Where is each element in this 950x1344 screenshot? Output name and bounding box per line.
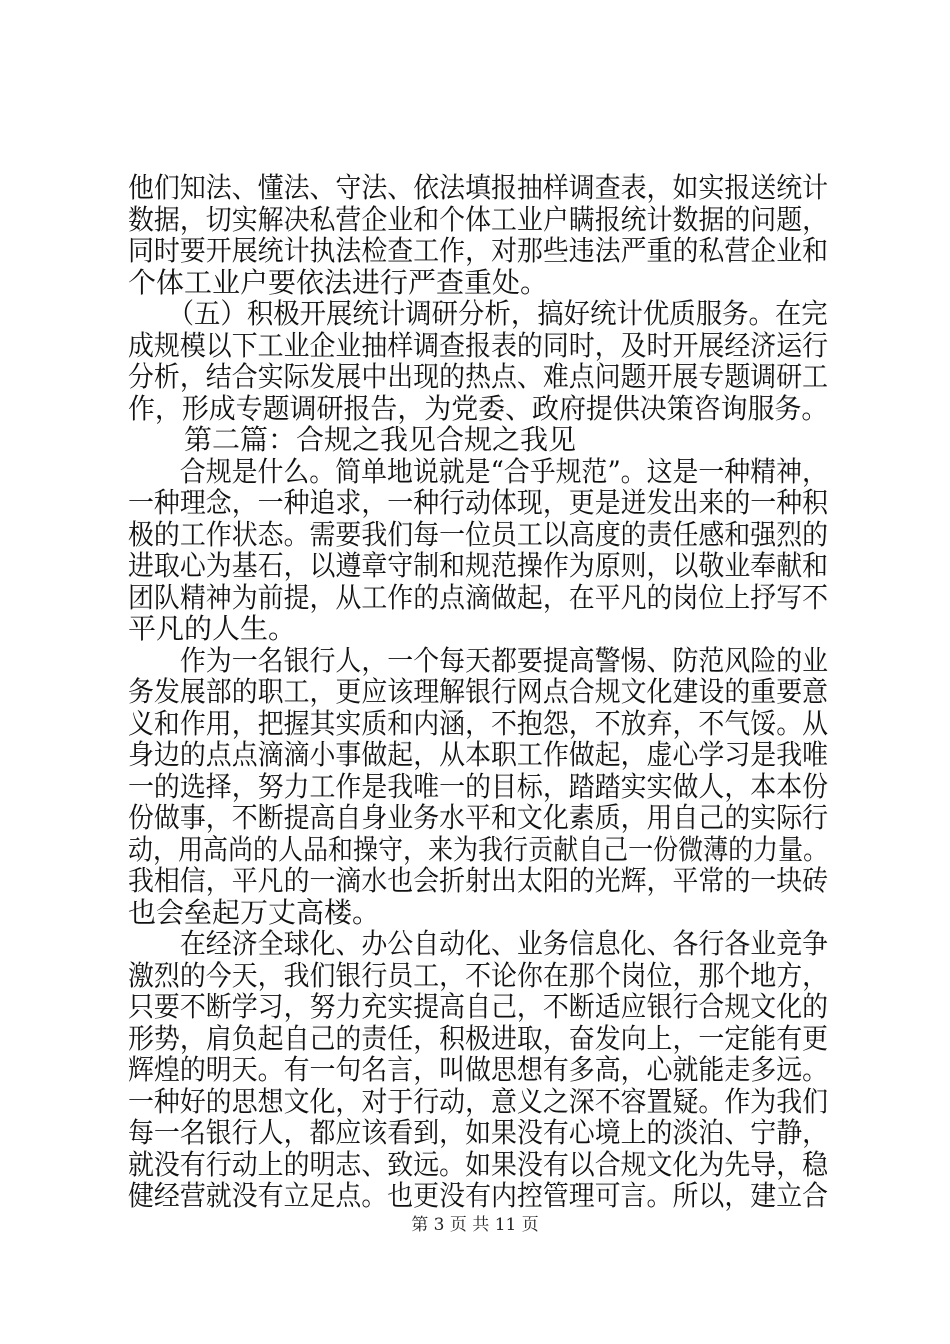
text-line: 作，形成专题调研报告，为党委、政府提供决策咨询服务。 <box>128 392 829 425</box>
text-line: 团队精神为前提，从工作的点滴做起，在平凡的岗位上抒写不 <box>128 581 829 614</box>
text-line: 务发展部的职工，更应该理解银行网点合规文化建设的重要意 <box>128 675 829 708</box>
text-line: 就没有行动上的明志、致远。如果没有以合规文化为先导，稳 <box>128 1148 829 1181</box>
text-line: 义和作用，把握其实质和内涵，不抱怨，不放弃，不气馁。从 <box>128 707 829 740</box>
page-footer: 第 3 页 共 11 页 <box>411 1215 539 1235</box>
text-line: 也会垒起万丈高楼。 <box>128 896 381 929</box>
text-line: 个体工业户要依法进行严查重处。 <box>128 266 549 299</box>
text-line: 一的选择，努力工作是我唯一的目标，踏踏实实做人，本本份 <box>128 770 829 803</box>
text-line: 一种理念，一种追求，一种行动体现，更是迸发出来的一种积 <box>128 486 829 519</box>
text-line: 极的工作状态。需要我们每一位员工以高度的责任感和强烈的 <box>128 518 829 551</box>
text-line: 分析，结合实际发展中出现的热点、难点问题开展专题调研工 <box>128 360 829 393</box>
text-line: 形势，肩负起自己的责任，积极进取，奋发向上，一定能有更 <box>128 1022 829 1055</box>
text-line: （五）积极开展统计调研分析，搞好统计优质服务。在完 <box>128 297 828 330</box>
text-line: 数据，切实解决私营企业和个体工业户瞒报统计数据的问题， <box>128 203 829 236</box>
text-line: 份做事，不断提高自身业务水平和文化素质，用自己的实际行 <box>128 801 829 834</box>
text-line: 成规模以下工业企业抽样调查报表的同时，及时开展经济运行 <box>128 329 829 362</box>
text-line: 他们知法、懂法、守法、依法填报抽样调查表，如实报送统计 <box>128 171 829 204</box>
text-line: 我相信，平凡的一滴水也会折射出太阳的光辉，平常的一块砖 <box>128 864 829 897</box>
text-line: 健经营就没有立足点。也更没有内控管理可言。所以，建立合 <box>128 1179 829 1212</box>
section-heading: 第二篇：合规之我见合规之我见 <box>128 423 577 456</box>
text-line: 身边的点点滴滴小事做起，从本职工作做起，虚心学习是我唯 <box>128 738 829 771</box>
text-line: 动，用高尚的人品和操守，来为我行贡献自己一份微薄的力量。 <box>128 833 829 866</box>
text-line: 一种好的思想文化，对于行动，意义之深不容置疑。作为我们 <box>128 1085 829 1118</box>
text-line: 作为一名银行人，一个每天都要提高警惕、防范风险的业 <box>128 644 829 677</box>
text-line: 平凡的人生。 <box>128 612 297 645</box>
text-line: 每一名银行人，都应该看到，如果没有心境上的淡泊、宁静， <box>128 1116 829 1149</box>
text-line: 激烈的今天，我们银行员工，不论你在那个岗位，那个地方， <box>128 959 829 992</box>
text-line: 只要不断学习，努力充实提高自己，不断适应银行合规文化的 <box>128 990 829 1023</box>
text-line: 同时要开展统计执法检查工作，对那些违法严重的私营企业和 <box>128 234 829 267</box>
text-line: 辉煌的明天。有一句名言，叫做思想有多高，心就能走多远。 <box>128 1053 829 1086</box>
text-line: 在经济全球化、办公自动化、业务信息化、各行各业竞争 <box>128 927 829 960</box>
text-line: 合规是什么。简单地说就是“合乎规范”。这是一种精神， <box>128 455 828 488</box>
text-line: 进取心为基石，以遵章守制和规范操作为原则，以敬业奉献和 <box>128 549 829 582</box>
